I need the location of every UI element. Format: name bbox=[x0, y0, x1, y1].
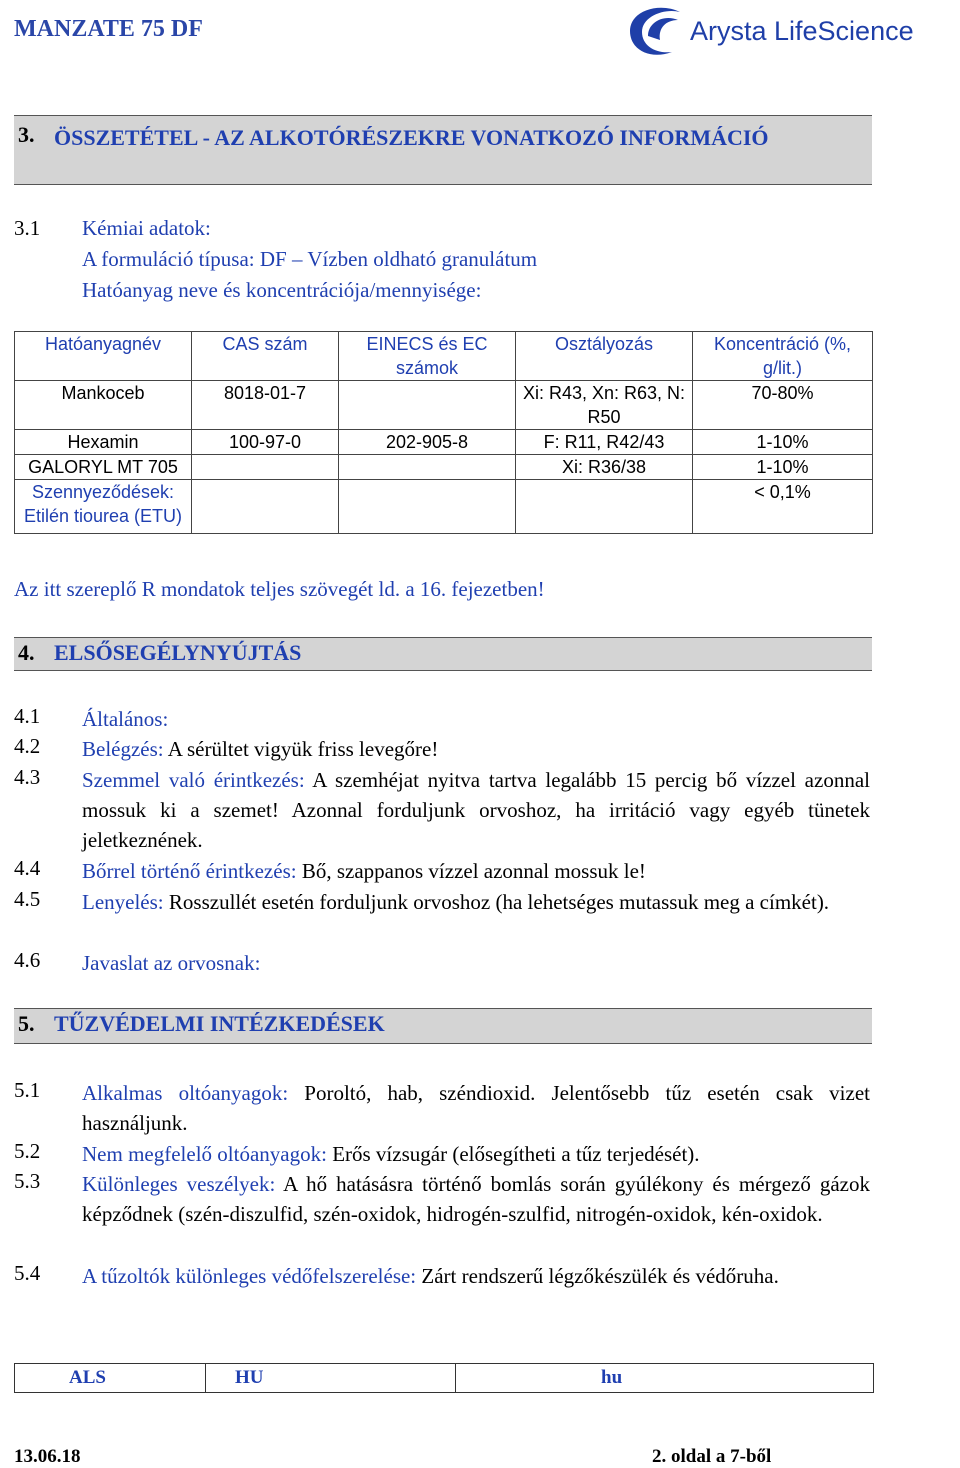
item-text: Bő, szappanos vízzel azonnal mossuk le! bbox=[296, 859, 646, 883]
table-cell: 1-10% bbox=[693, 430, 873, 455]
page-number: 2. oldal a 7-ből bbox=[652, 1446, 772, 1467]
subsection-number: 3.1 bbox=[14, 216, 41, 240]
table-cell: 8018-01-7 bbox=[192, 381, 339, 430]
item-label: Nem megfelelő oltóanyagok: bbox=[82, 1142, 327, 1166]
item-number: 4.4 bbox=[14, 856, 41, 880]
table-header-row bbox=[15, 332, 873, 381]
item-label: Alkalmas oltóanyagok: bbox=[82, 1081, 289, 1105]
item-label: Lenyelés: bbox=[82, 890, 164, 914]
item-number: 4.1 bbox=[14, 704, 41, 728]
item-label: Belégzés: bbox=[82, 737, 164, 761]
table-cell bbox=[339, 480, 516, 534]
firefighter-equipment bbox=[82, 1261, 870, 1291]
advice-to-doctor bbox=[82, 948, 870, 978]
table-row bbox=[15, 480, 873, 534]
section-title: TŰZVÉDELMI INTÉZKEDÉSEK bbox=[54, 1011, 385, 1036]
section-5-header bbox=[14, 1008, 872, 1044]
item-number: 4.6 bbox=[14, 948, 41, 972]
item-text: A sérültet vigyük friss levegőre! bbox=[163, 737, 439, 761]
item-number: 5.3 bbox=[14, 1169, 41, 1193]
section-number: 4. bbox=[18, 640, 35, 665]
table-cell: F: R11, R42/43 bbox=[516, 430, 693, 455]
table-cell: 1-10% bbox=[693, 455, 873, 480]
section-title: ELSŐSEGÉLYNYÚJTÁS bbox=[54, 640, 302, 665]
table-cell: Mankoceb bbox=[15, 381, 192, 430]
item-text: A hő hatásásra történő bomlás során gyúlékony és mérgező gázok képződnek (szén-diszulfid, szén-oxidok, hidrogén-szulfid, nitrogén-oxidok, kén-oxidok. bbox=[82, 1172, 870, 1226]
logo-text: Arysta LifeScience bbox=[690, 16, 914, 46]
language-code: hu bbox=[601, 1367, 623, 1388]
item-number: 4.5 bbox=[14, 887, 41, 911]
table-cell: 202-905-8 bbox=[339, 430, 516, 455]
section-3-header bbox=[14, 115, 872, 185]
table-header: Osztályozás bbox=[516, 332, 693, 381]
item-text: Zárt rendszerű légzőkészülék és védőruha. bbox=[416, 1264, 779, 1288]
table-cell bbox=[339, 381, 516, 430]
table-header: Koncentráció (%, g/lit.) bbox=[693, 332, 873, 381]
table-header: CAS szám bbox=[192, 332, 339, 381]
first-aid-ingestion bbox=[82, 887, 870, 917]
table-cell: Xi: R43, Xn: R63, N: R50 bbox=[516, 381, 693, 430]
item-label: Általános: bbox=[82, 707, 169, 731]
table-cell: Hexamin bbox=[15, 430, 192, 455]
item-number: 4.2 bbox=[14, 734, 41, 758]
footer-code-table bbox=[14, 1363, 874, 1393]
table-cell bbox=[339, 455, 516, 480]
item-label: A tűzoltók különleges védőfelszerelése: bbox=[82, 1264, 417, 1288]
subsection-label: Kémiai adatok: bbox=[82, 216, 211, 240]
footer-date: 13.06.18 bbox=[14, 1446, 81, 1467]
item-label: Bőrrel történő érintkezés: bbox=[82, 859, 297, 883]
formulation-type: A formuláció típusa: DF – Vízben oldható granulátum bbox=[82, 247, 538, 271]
item-number: 5.4 bbox=[14, 1261, 41, 1285]
first-aid-eye bbox=[82, 765, 870, 855]
composition-table bbox=[14, 331, 873, 534]
company-code: ALS bbox=[69, 1367, 106, 1388]
first-aid-inhalation bbox=[82, 734, 870, 764]
table-header: Hatóanyagnév bbox=[15, 332, 192, 381]
item-number: 5.1 bbox=[14, 1078, 41, 1102]
special-hazards bbox=[82, 1169, 870, 1229]
first-aid-general bbox=[82, 704, 870, 734]
table-row bbox=[15, 430, 873, 455]
suitable-extinguishing-media bbox=[82, 1078, 870, 1138]
table-cell: 70-80% bbox=[693, 381, 873, 430]
item-label: Javaslat az orvosnak: bbox=[82, 951, 261, 975]
section-number: 5. bbox=[18, 1011, 35, 1036]
section-4-header bbox=[14, 637, 872, 671]
table-cell: Xi: R36/38 bbox=[516, 455, 693, 480]
item-text: Erős vízsugár (elősegítheti a tűz terjedését). bbox=[326, 1142, 700, 1166]
item-number: 5.2 bbox=[14, 1139, 41, 1163]
section-title: ÖSSZETÉTEL - AZ ALKOTÓRÉSZEKRE VONATKOZÓ INFORMÁCIÓ bbox=[54, 125, 769, 150]
table-cell: GALORYL MT 705 bbox=[15, 455, 192, 480]
table-cell: < 0,1% bbox=[693, 480, 873, 534]
table-cell: 100-97-0 bbox=[192, 430, 339, 455]
table-cell: Szennyeződések: Etilén tiourea (ETU) bbox=[15, 480, 192, 534]
table-row bbox=[15, 455, 873, 480]
table-cell bbox=[192, 455, 339, 480]
unsuitable-extinguishing-media bbox=[82, 1139, 870, 1169]
item-text: A szemhéjat nyitva tartva legalább 15 percig bő vízzel azonnal mossuk ki a szemet! Azonnal forduljunk orvoshoz, ha irritáció vagy egyéb tünetek jeletkeznének. bbox=[82, 768, 870, 852]
table-cell bbox=[516, 480, 693, 534]
table-row bbox=[15, 381, 873, 430]
table-cell bbox=[192, 480, 339, 534]
item-text: Poroltó, hab, széndioxid. Jelentősebb tűz esetén csak vizet használjunk. bbox=[82, 1081, 870, 1135]
item-label: Szemmel való érintkezés: bbox=[82, 768, 305, 792]
table-header: EINECS és EC számok bbox=[339, 332, 516, 381]
country-code: HU bbox=[235, 1367, 264, 1388]
first-aid-skin bbox=[82, 856, 870, 886]
item-number: 4.3 bbox=[14, 765, 41, 789]
item-text: Rosszullét esetén forduljunk orvoshoz (ha lehetséges mutassuk meg a címkét). bbox=[163, 890, 830, 914]
active-ingredient-heading: Hatóanyag neve és koncentrációja/mennyisége: bbox=[82, 278, 482, 302]
r-phrase-note: Az itt szereplő R mondatok teljes szövegét ld. a 16. fejezetben! bbox=[14, 577, 545, 601]
item-label: Különleges veszélyek: bbox=[82, 1172, 276, 1196]
section-number: 3. bbox=[18, 122, 35, 147]
product-name: MANZATE 75 DF bbox=[14, 16, 203, 42]
